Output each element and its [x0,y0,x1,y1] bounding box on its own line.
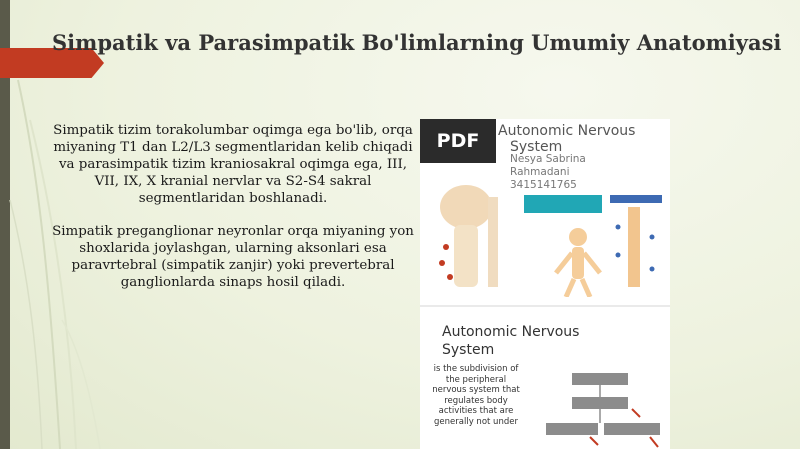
slide-body [52,122,414,307]
section-text: is the subdivision of the peripheral nervous system that regulates body activities that are generally not under [432,364,520,427]
author-name-line1: Nesya Sabrina [510,153,586,165]
slide-title: Simpatik va Parasimpatik Bo'limlarning Umumiy Anatomiyasi [52,30,782,55]
section-title-line1: Autonomic Nervous [442,324,580,340]
section-title-line2: System [442,342,495,358]
thumbnail-title-line2: System [510,139,563,155]
pdf-preview-thumbnail[interactable] [420,119,670,449]
body-paragraph-1: Simpatik tizim torakolumbar oqimga ega bo'lib, orqa miyaning T1 dan L2/L3 segmentlaridan kelib chiqadi va parasimpatik tizim kraniosakral oqimga ega, III, VII, IX, X kranial nervlar va S2-S4 sakral segmentlaridan boshlanadi. [53,123,413,206]
body-paragraph-2: Simpatik preganglionar neyronlar orqa miyaning yon shoxlarida joylashgan, ularning aksonlari esa paravrtebral (simpatik zanjir) yoki prevertebral ganglionlarda sinaps hosil qiladi. [52,224,414,290]
thumbnail-title-line1: Autonomic Nervous [498,123,636,139]
section-title [442,323,579,359]
thumbnail-title [498,123,670,155]
author-name-line2: Rahmadani [510,166,570,178]
anatomy-illustration [428,177,664,297]
page-divider [420,305,670,307]
author-id: 3415141765 [510,179,577,191]
pdf-badge: PDF [420,119,496,163]
flowchart-diagram [540,367,670,449]
